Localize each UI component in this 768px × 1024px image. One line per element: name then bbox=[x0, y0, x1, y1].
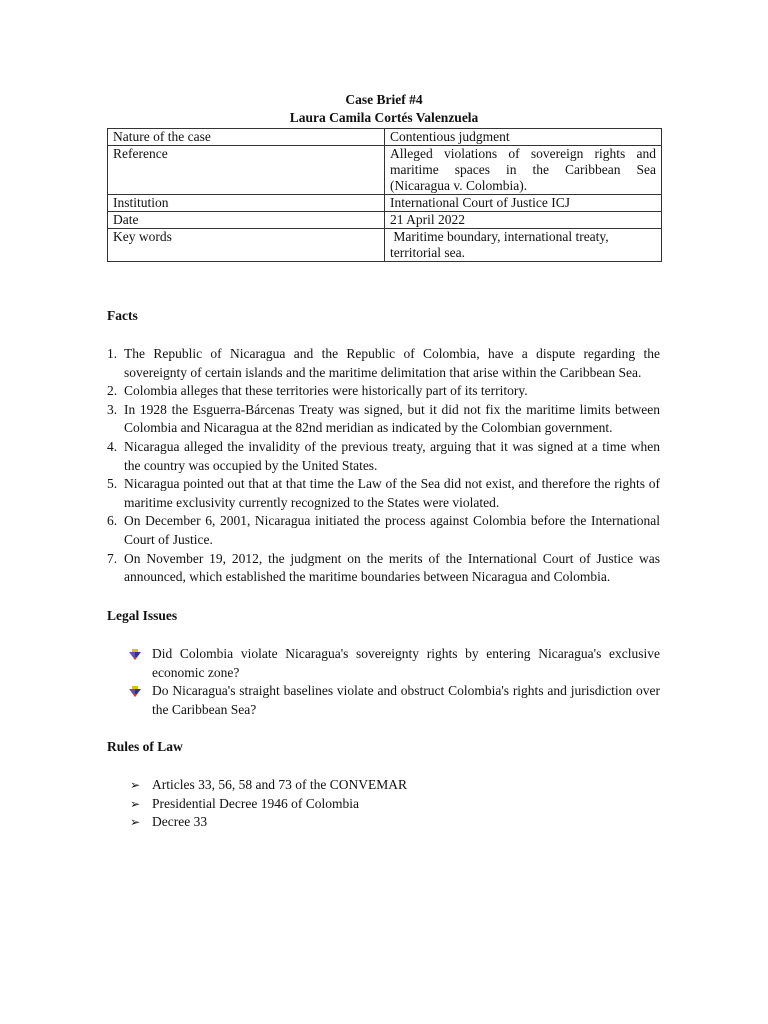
list-item bbox=[128, 645, 660, 682]
arrowhead-icon: ➢ bbox=[130, 815, 141, 830]
list-item-text: On November 19, 2012, the judgment on the merits of the International Court of Justice was announced, which established the maritime boundaries between Nicaragua and Colombia. bbox=[124, 550, 660, 585]
list-number: 4. bbox=[107, 438, 118, 454]
list-item-text: Decree 33 bbox=[152, 814, 208, 830]
list-item-text: On December 6, 2001, Nicaragua initiated the process against Colombia before the International Court of Justice. bbox=[124, 513, 660, 547]
arrowhead-icon: ➢ bbox=[130, 796, 141, 811]
list-item bbox=[107, 475, 660, 512]
list-number: 3. bbox=[107, 401, 118, 417]
table-value-nature: Contentious judgment bbox=[385, 129, 662, 146]
list-number: 5. bbox=[107, 476, 118, 492]
table-key-keywords: Key words bbox=[108, 229, 385, 262]
list-item bbox=[128, 776, 407, 795]
list-item-text: Articles 33, 56, 58 and 73 of the CONVEMAR bbox=[152, 777, 407, 792]
table-value-institution: International Court of Justice ICJ bbox=[385, 195, 662, 212]
table-row bbox=[108, 212, 662, 229]
list-item-text: Colombia alleges that these territories were historically part of its territory. bbox=[124, 383, 528, 399]
list-item bbox=[107, 550, 660, 587]
list-item-text: The Republic of Nicaragua and the Republic of Colombia, have a dispute regarding the sovereignty of certain islands and the maritime delimitation that arise within the Caribbean Sea. bbox=[124, 346, 660, 380]
table-row bbox=[108, 146, 662, 195]
document-author: Laura Camila Cortés Valenzuela bbox=[289, 110, 479, 125]
document-title: Case Brief #4 bbox=[345, 92, 423, 107]
list-number: 2. bbox=[107, 383, 118, 399]
list-item bbox=[128, 682, 660, 719]
list-item bbox=[107, 512, 660, 549]
facts-heading: Facts bbox=[107, 308, 138, 323]
case-info-table bbox=[107, 128, 662, 262]
down-arrow-icon bbox=[128, 686, 142, 697]
rules-of-law-list bbox=[128, 776, 407, 832]
facts-list bbox=[107, 345, 660, 587]
arrowhead-icon: ➢ bbox=[130, 778, 141, 792]
list-item-text: Did Colombia violate Nicaragua's sovereignty rights by entering Nicaragua's exclusive economic zone? bbox=[152, 646, 660, 680]
rules-of-law-heading: Rules of Law bbox=[107, 739, 183, 754]
list-item-text: In 1928 the Esguerra-Bárcenas Treaty was signed, but it did not fix the maritime limits between Colombia and Nicaragua at the 82nd meridian as indicated by the Colombian government. bbox=[124, 401, 660, 436]
list-number: 1. bbox=[107, 346, 118, 361]
table-value-keywords: Maritime boundary, international treaty, territorial sea. bbox=[385, 229, 662, 262]
list-number: 7. bbox=[107, 550, 118, 566]
table-key-date: Date bbox=[108, 212, 385, 229]
legal-issues-heading: Legal Issues bbox=[107, 608, 178, 623]
legal-issues-list bbox=[128, 645, 660, 719]
list-item bbox=[107, 345, 660, 382]
list-item bbox=[107, 401, 660, 438]
table-key-reference: Reference bbox=[108, 146, 385, 195]
list-number: 6. bbox=[107, 513, 118, 529]
list-item-text: Nicaragua pointed out that at that time the Law of the Sea did not exist, and therefore the rights of maritime exclusivity currently recognized to the States were violated. bbox=[124, 476, 660, 510]
list-item bbox=[107, 438, 660, 475]
list-item-text: Nicaragua alleged the invalidity of the previous treaty, arguing that it was signed at a time when the country was occupied by the United States. bbox=[124, 438, 660, 473]
table-key-nature: Nature of the case bbox=[108, 129, 385, 146]
table-row bbox=[108, 195, 662, 212]
table-row bbox=[108, 229, 662, 262]
list-item bbox=[107, 382, 660, 401]
list-item bbox=[128, 813, 407, 832]
list-item-text: Do Nicaragua's straight baselines violate and obstruct Colombia's rights and jurisdiction over the Caribbean Sea? bbox=[152, 683, 660, 717]
table-key-institution: Institution bbox=[108, 195, 385, 212]
list-item-text: Presidential Decree 1946 of Colombia bbox=[152, 795, 359, 811]
table-row bbox=[108, 129, 662, 146]
down-arrow-icon bbox=[128, 649, 142, 660]
table-value-date: 21 April 2022 bbox=[385, 212, 662, 229]
table-value-reference: Alleged violations of sovereign rights and maritime spaces in the Caribbean Sea (Nicaragua v. Colombia). bbox=[385, 146, 662, 195]
list-item bbox=[128, 795, 407, 814]
